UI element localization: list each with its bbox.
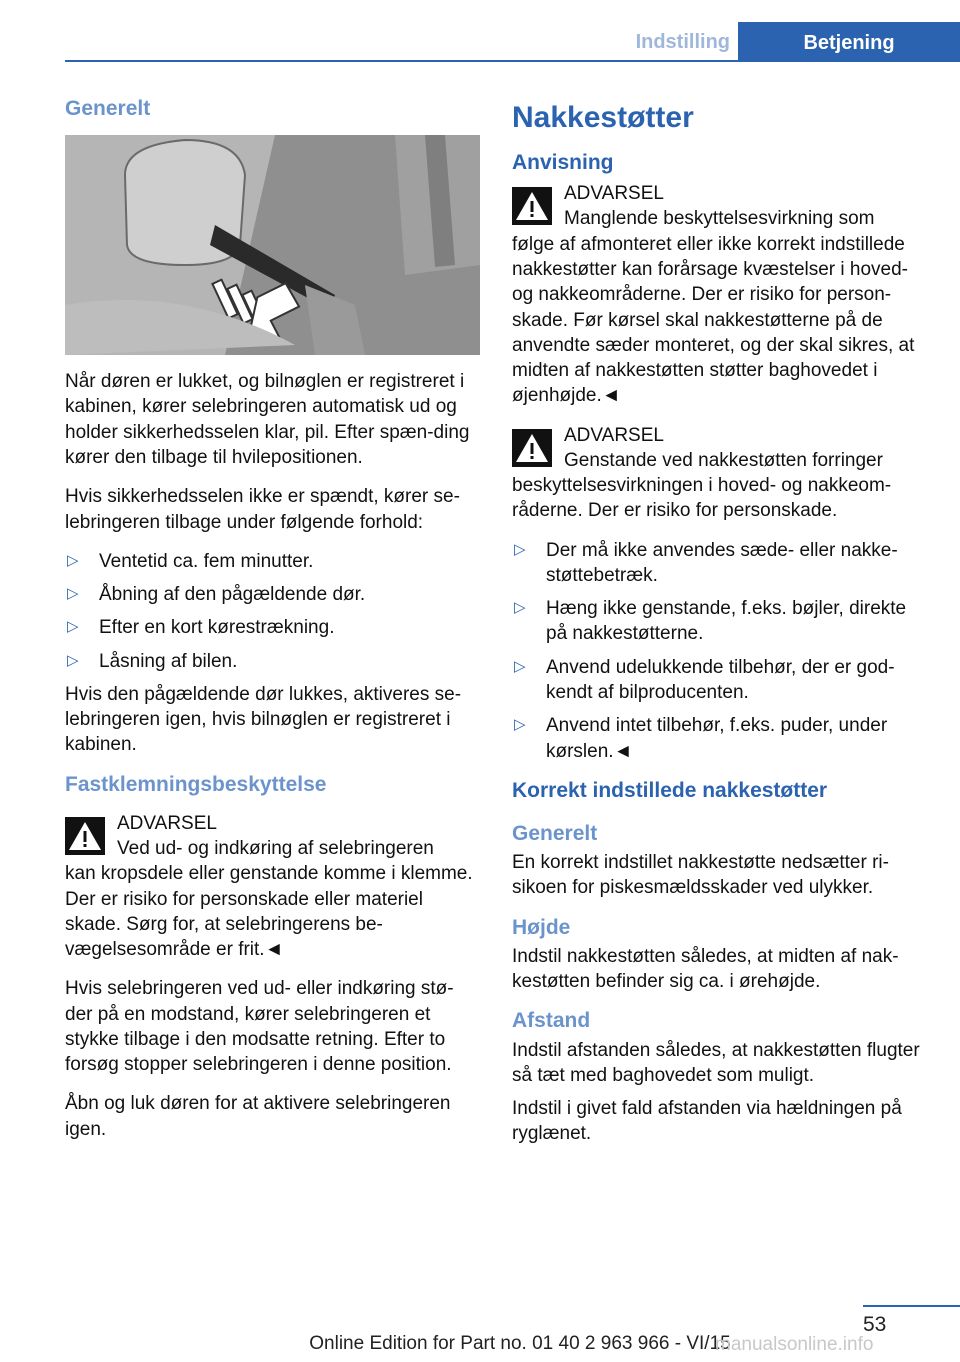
triangle-bullet-icon: ▷ [67,618,79,636]
paragraph: En korrekt indstillet nakkestøtte nedsætter ri-sikoen for piskesmældsskader ved ulykker. [512,852,889,899]
warning-block [512,423,932,524]
warning-icon [512,429,552,467]
warning-icon [65,817,105,855]
warning-block [65,811,480,963]
page-title: Nakkestøtter [512,101,694,134]
paragraph: Åbn og luk døren for at aktivere selebringeren igen. [65,1093,451,1140]
warning-icon [512,187,552,225]
triangle-bullet-icon: ▷ [514,657,526,675]
paragraph: Hvis selebringeren ved ud- eller indkøring stø-der på en modstand, kører selebringeren et stykke tilbage i den modsatte retning. Efter to forsøg stopper selebringeren i denne position. [65,978,454,1076]
warning-title: ADVARSEL [564,424,664,446]
list-item-text: Efter en kort kørestrækning. [99,617,335,639]
tab-betjening[interactable]: Betjening [738,22,960,62]
section-heading-anvisning: Anvisning [512,151,614,174]
paragraph: Indstil afstanden således, at nakkestøtten flugter så tæt med baghovedet som muligt. [512,1039,920,1086]
triangle-bullet-icon: ▷ [67,651,79,669]
subheading-generelt: Generelt [512,821,598,845]
warning-text: Genstande ved nakkestøtten forringer [564,449,883,471]
triangle-bullet-icon: ▷ [514,599,526,617]
list-item [512,655,932,706]
left-column [65,96,480,1156]
edition-footer: Online Edition for Part no. 01 40 2 963 966 - VI/15 [309,1333,731,1354]
list-item [512,596,932,647]
list-item-text: Anvend udelukkende tilbehør, der er god-kendt af bilproducenten. [546,656,895,703]
subheading-hojde: Højde [512,915,571,939]
bullet-list [65,549,480,674]
paragraph: Indstil nakkestøtten således, at midten af nak-kestøtten befinder sig ca. i ørehøjde. [512,945,899,993]
section-heading-generelt: Generelt [65,97,151,120]
list-item [512,713,932,764]
list-item [65,549,480,574]
triangle-bullet-icon: ▷ [514,540,526,558]
right-column [512,96,932,1161]
paragraph: Hvis sikkerhedsselen ikke er spændt, kører se-lebringeren tilbage under følgende forhold: [65,486,460,533]
watermark: manualsonline.info [715,1334,874,1355]
list-item [65,649,480,674]
paragraph: Hvis den pågældende dør lukkes, aktiveres se-lebringeren igen, hvis bilnøglen er registreret i kabinen. [65,683,462,756]
section-heading-fastklemning: Fastklemningsbeskyttelse [65,772,327,796]
triangle-bullet-icon: ▷ [514,716,526,734]
triangle-bullet-icon: ▷ [67,585,79,603]
seatbelt-guide-photo [65,135,480,355]
section-heading-korrekt: Korrekt indstillede nakkestøtter [512,778,828,802]
warning-text: følge af afmonteret eller ikke korrekt indstillede nakkestøtter kan forårsage kvæstelser i hoved- og nakkeområderne. Der er risiko for person-skade. Før kørsel skal nakkestøtterne på de anvendte sæder monteret, og der skal sikres, at midten af nakkestøtten støtter baghovedet i øjenhøjde.◄ [512,233,915,407]
triangle-bullet-icon: ▷ [67,551,79,569]
warning-title: ADVARSEL [117,812,217,834]
warning-title: ADVARSEL [564,183,664,205]
list-item-text: Anvend intet tilbehør, f.eks. puder, under kørslen.◄ [546,715,888,762]
paragraph: Indstil i givet fald afstanden via hældningen på ryglænet. [512,1098,902,1145]
list-item-text: Der må ikke anvendes sæde- eller nakke-støttebetræk. [546,539,898,586]
paragraph: Når døren er lukket, og bilnøglen er registreret i kabinen, kører selebringeren automatisk ud og holder sikkerhedsselen klar, pil. Efter spæn-ding kører den tilbage til hvilepositionen. [65,371,470,468]
footer-rule [863,1305,960,1307]
page-number: 53 [863,1313,887,1336]
list-item-text: Ventetid ca. fem minutter. [99,550,314,572]
list-item [65,582,480,607]
bullet-list [512,538,932,764]
list-item [512,538,932,589]
warning-text: Manglende beskyttelsesvirkning som [564,208,875,230]
subheading-afstand: Afstand [512,1009,591,1033]
list-item [65,615,480,640]
tab-indstilling[interactable]: Indstilling [635,31,730,53]
list-item-text: Låsning af bilen. [99,650,238,672]
warning-text: Ved ud- og indkøring af selebringeren [117,838,434,860]
warning-block [512,181,932,408]
warning-text: beskyttelsesvirkningen i hoved- og nakkeom-råderne. Der er risiko for personskade. [512,475,892,522]
list-item-text: Åbning af den pågældende dør. [99,584,366,606]
warning-text: kan kropsdele eller genstande komme i klemme. Der er risiko for personskade eller materiel skade. Sørg for, at selebringerens be-vægelsesområde er frit.◄ [65,863,473,961]
list-item-text: Hæng ikke genstande, f.eks. bøjler, direkte på nakkestøtterne. [546,598,907,645]
